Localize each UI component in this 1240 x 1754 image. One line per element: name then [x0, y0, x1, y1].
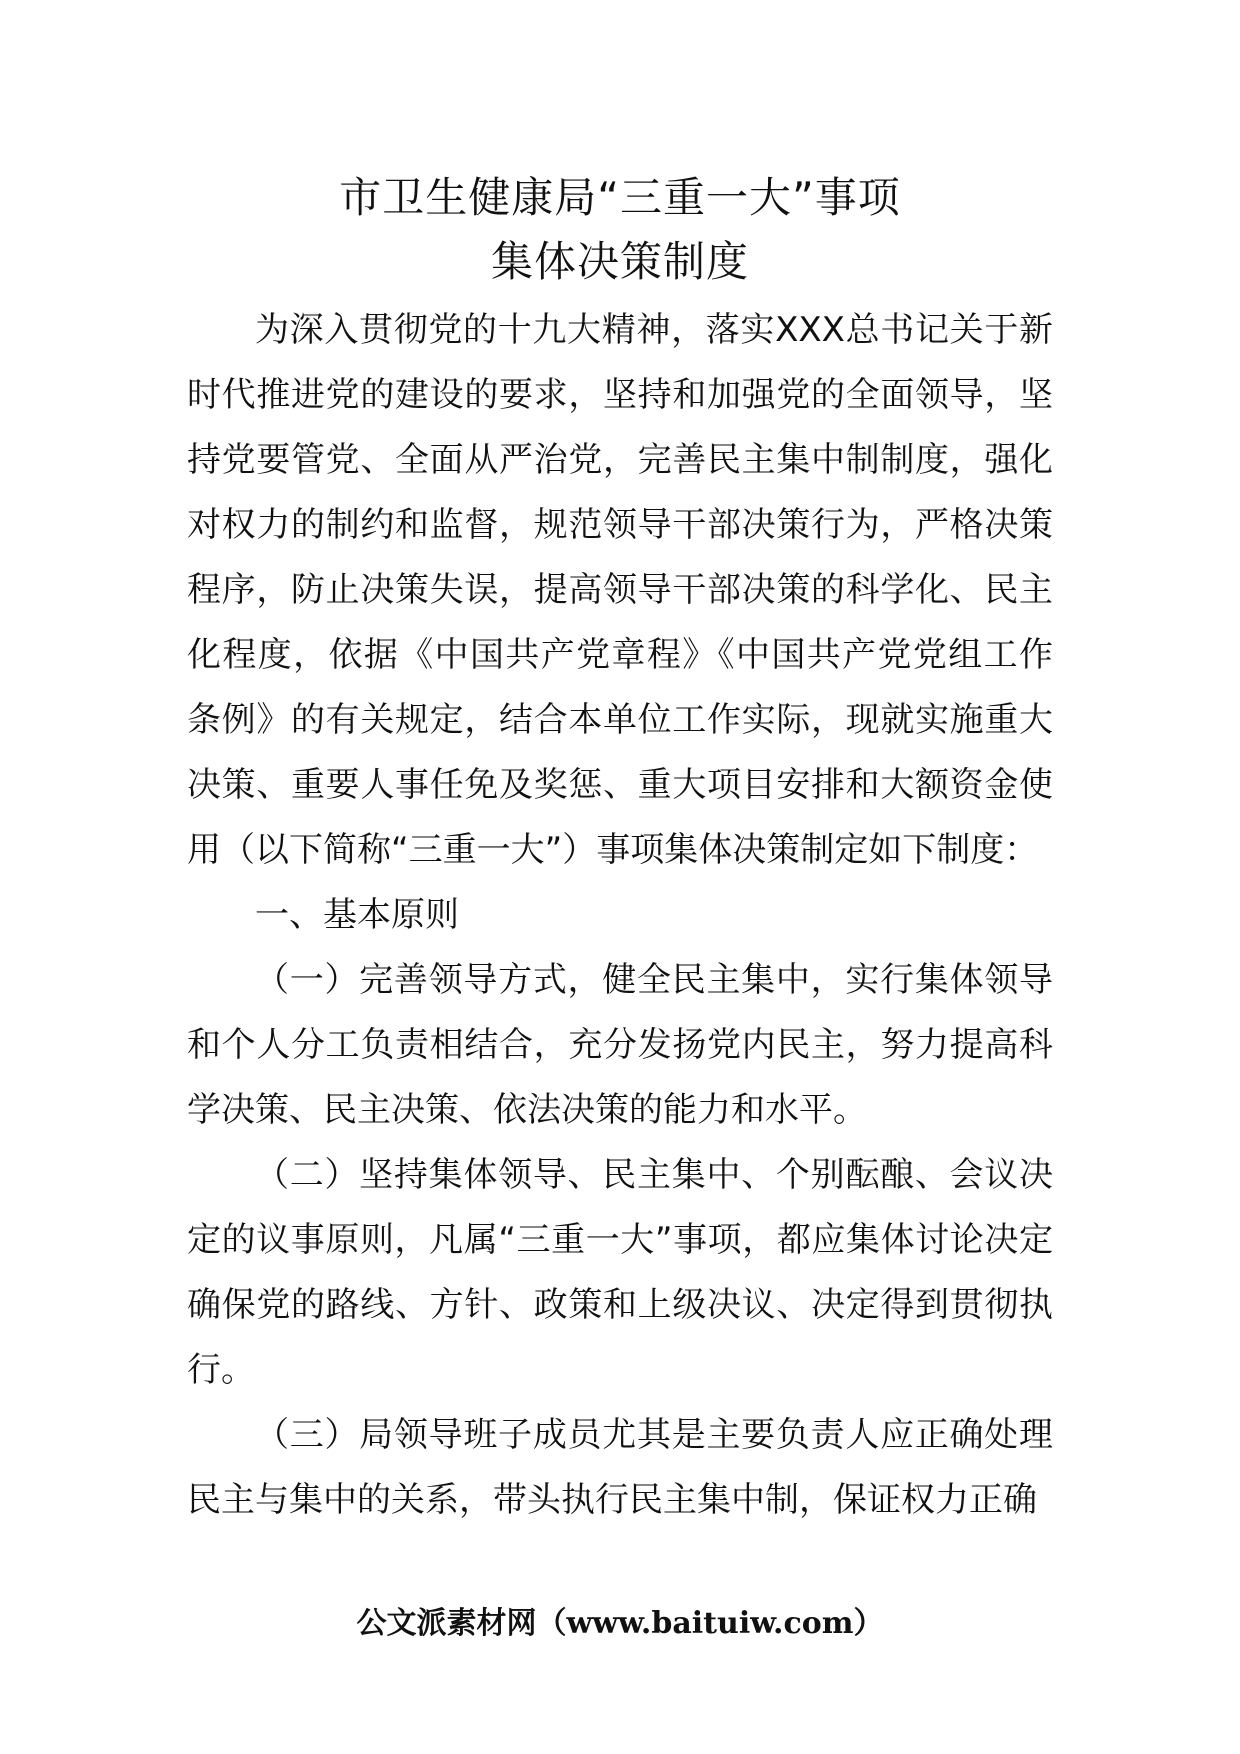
section-heading-basic-principles: 一、基本原则 [255, 895, 459, 935]
paragraph-intro: 为深入贯彻党的十九大精神，落实XXX总书记关于新时代推进党的建设的要求，坚持和加强党的全面领导，坚持党要管党、全面从严治党，完善民主集中制制度，强化对权力的制约和监督，规范领导干部决策行为，严格决策程序，防止决策失误，提高领导干部决策的科学化、民主化程度，依据《中国共产党章程》《中国共产党党组工作条例》的有关规定，结合本单位工作实际，现就实施重大决策、重要人事任免及奖惩、重大项目安排和大额资金使用（以下简称“三重一大”）事项集体决策制定如下制度： [187, 310, 1053, 870]
document-title-line-2: 集体决策制度 [490, 237, 749, 286]
document-title-line-1: 市卫生健康局“三重一大”事项 [339, 173, 901, 222]
paragraph-principle-2: （二）坚持集体领导、民主集中、个别酝酿、会议决定的议事原则，凡属“三重一大”事项，都应集体讨论决定确保党的路线、方针、政策和上级决议、决定得到贯彻执行。 [187, 1155, 1053, 1390]
paragraph-principle-1: （一）完善领导方式，健全民主集中，实行集体领导和个人分工负责相结合，充分发扬党内民主，努力提高科学决策、民主决策、依法决策的能力和水平。 [187, 960, 1053, 1130]
document-body [187, 298, 1053, 1533]
footer-watermark: 公文派素材网（www.baituiw.com） [356, 1606, 884, 1641]
paragraph-principle-3: （三）局领导班子成员尤其是主要负责人应正确处理民主与集中的关系，带头执行民主集中制，保证权力正确 [187, 1415, 1053, 1520]
